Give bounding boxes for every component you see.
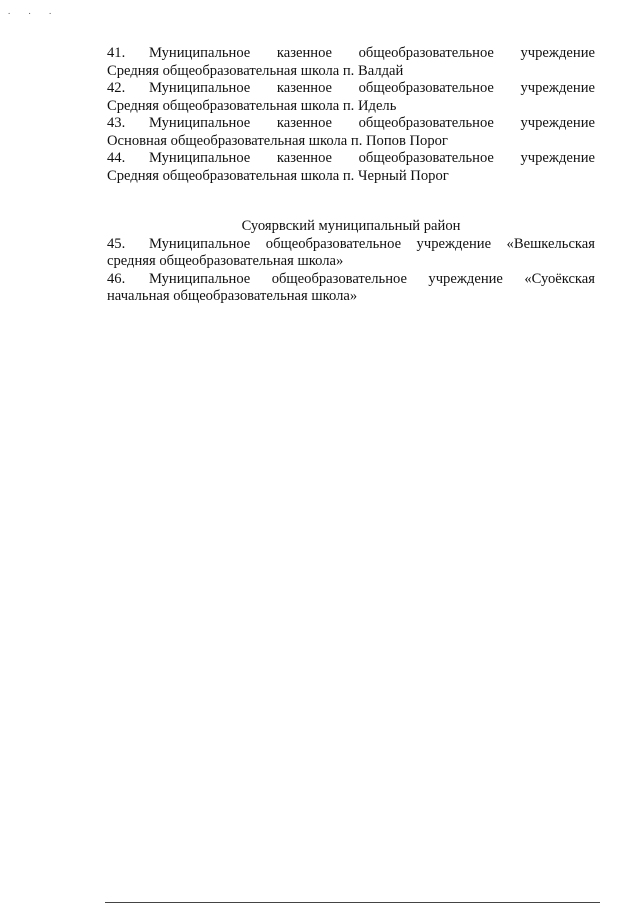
item-text-line1: Муниципальное казенное общеобразовательное учреждение xyxy=(149,150,595,166)
item-text-line2: Средняя общеобразовательная школа п. Валдай xyxy=(107,62,404,79)
item-text-line2: средняя общеобразовательная школа» xyxy=(107,253,344,269)
list-item xyxy=(107,80,595,115)
item-number: 42. xyxy=(107,80,126,96)
list-item xyxy=(107,236,595,271)
item-text-line2: Средняя общеобразовательная школа п. Идель xyxy=(107,97,397,114)
item-text-line1: Муниципальное казенное общеобразовательное учреждение xyxy=(149,45,595,61)
item-number: 46. xyxy=(107,270,126,287)
item-number: 44. xyxy=(107,150,126,166)
section-heading: Суоярвский муниципальный район xyxy=(241,218,461,234)
item-text-line1: Муниципальное общеобразовательное учреждение «Суоёкская xyxy=(149,270,595,287)
document-page xyxy=(107,45,595,306)
item-number: 43. xyxy=(107,115,126,131)
item-text-line1: Муниципальное казенное общеобразовательное учреждение xyxy=(149,115,595,131)
list-item xyxy=(107,150,595,185)
list-item xyxy=(107,115,595,150)
item-text-line1: Муниципальное общеобразовательное учреждение «Вешкельская xyxy=(149,235,595,252)
list-item xyxy=(107,45,595,80)
item-text-line2: начальная общеобразовательная школа» xyxy=(107,288,358,304)
item-text-line2: Основная общеобразовательная школа п. Попов Порог xyxy=(107,132,448,149)
scan-artifact-dots: . . . xyxy=(8,6,60,16)
bottom-rule xyxy=(105,902,600,903)
item-text-line2: Средняя общеобразовательная школа п. Черный Порог xyxy=(107,167,449,184)
item-text-line1: Муниципальное казенное общеобразовательное учреждение xyxy=(149,80,595,96)
item-number: 41. xyxy=(107,45,126,61)
list-item xyxy=(107,271,595,306)
item-number: 45. xyxy=(107,235,126,252)
